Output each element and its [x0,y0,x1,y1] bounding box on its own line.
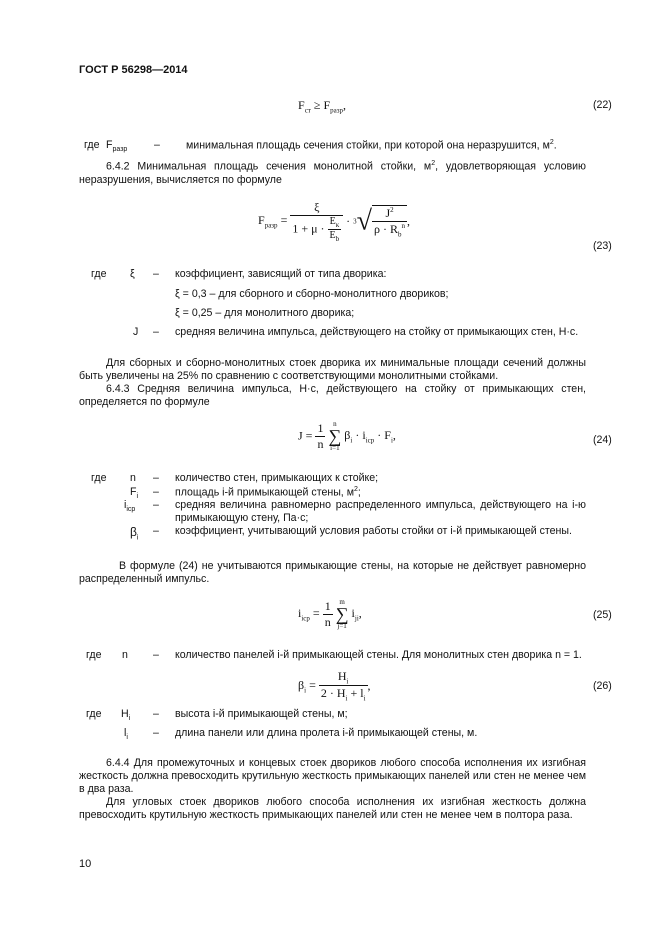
definition-symbol-j: J [133,326,139,338]
definition-dash: – [153,525,159,537]
definition-dash: – [153,727,159,739]
equation-number-22: (22) [593,99,612,111]
equation-number-26: (26) [593,680,612,692]
definition-dash: – [153,649,159,661]
definition-dash: – [153,472,159,484]
definition-symbol-h: $H_i$ [121,708,131,723]
definition-text-n: количество стен, примыкающих к стойке; [175,472,379,484]
definition-text-beta: коэффициент, учитывающий условия работы стойки от i-й примыкающей стены. [175,525,572,537]
paragraph-formula-24-note: В формуле (24) не учитываются примыкающие стены, на которые не действует равномерно распределенный импульс. [79,560,586,585]
paragraph-6-4-4: 6.4.4 Для промежуточных и концевых стоек двориков любого способа исполнения их изгибная жесткость должна превосходить крутильную жесткость примыкающих панелей или стен не менее чем в два раза. [79,757,586,795]
definition-symbol-f: $F_i$ [130,486,139,501]
definition-text-n-panels: количество панелей i-й примыкающей стены. Для монолитных стен дворика n = 1. [175,649,582,661]
definition-symbol: $F_{разр}$ [106,139,128,154]
definition-xi-option-2: ξ = 0,25 – для монолитного дворика; [175,307,355,319]
definition-26-where: где [86,708,102,720]
definition-dash: – [153,499,159,511]
definition-text-xi: коэффициент, зависящий от типа дворика: [175,268,387,280]
definition-symbol-l: $l_i$ [124,727,128,742]
formula-23: $F_{разр}$ = ξ 1 + μ · $\frac{E_к}{E_b}$ · 3√ $\frac{J^2}{\rho \cdot R_b^n}$ , [258,200,411,243]
definition-dash: – [153,326,159,338]
definition-dash: – [153,708,159,720]
definition-23-where: где [91,268,107,280]
definition-symbol-n-panels: n [122,649,128,661]
page-number: 10 [79,858,92,870]
definition-dash: – [153,268,159,280]
definition-dash: – [153,486,159,498]
equation-number-24: (24) [593,434,612,446]
definition-25-where: где [86,649,102,661]
definition-symbol-beta: $\beta_i$ [130,525,139,542]
formula-22: $F_{ст} \ge F_{разр}$, [298,98,347,115]
paragraph-6-4-3: 6.4.3 Средняя величина импульса, Н·с, действующего на стойку от примыкающих стен, определяется по формуле [79,383,586,408]
definition-24-where: где [91,472,107,484]
document-header: ГОСТ Р 56298—2014 [79,64,188,76]
definition-text-l: длина панели или длина пролета i-й примыкающей стены, м. [175,727,478,739]
paragraph-corner-posts: Для угловых стоек двориков любого способа исполнения их изгибная жесткость должна превосходить крутильную жесткость примыкающих панелей или стен не менее чем в полтора раза. [79,796,586,821]
formula-25: $i_{icp}$ = $\frac{1}{n}$ m ∑ j=1 $i_{ji}$, [298,598,362,630]
definition-xi-option-1: ξ = 0,3 – для сборного и сборно-монолитного двориков; [175,288,449,300]
definition-text-j: средняя величина импульса, действующего на стойку от примыкающих стен, Н·с. [175,326,579,338]
definition-22: где $F_{разр}$ – минимальная площадь сечения стойки, при которой она неразрушится, $м^2$. [84,139,557,154]
definition-symbol-xi: ξ [130,268,135,280]
formula-26: $\beta_i$ = $\frac{H_i}{2 \cdot H_i + l_i}$ , [298,669,371,703]
definition-text-i: средняя величина равномерно распределенного импульса, действующего на i-ю [175,499,586,511]
paragraph-sborn: Для сборных и сборно-монолитных стоек дворика их минимальные площади сечений должны быть увеличены на 25% по сравнению с соответствующими монолитными стойками. [79,357,586,382]
definition-symbol-n: n [130,472,136,484]
definition-text-i-cont: примыкающую стену, Па·с; [175,512,309,524]
equation-number-23: (23) [593,240,612,252]
formula-24: J = $\frac{1}{n}$ n ∑ i=1 $\beta_i \cdot i_{icp} \cdot F_i$, [298,420,396,452]
paragraph-6-4-2: 6.4.2 Минимальная площадь сечения монолитной стойки, $м^2$, удовлетворяющая условию неразрушения, вычисляется по формуле [79,160,586,186]
definition-text-h: высота i-й примыкающей стены, м; [175,708,348,720]
definition-text-f: площадь i-й примыкающей стены, $м^2$; [175,486,361,499]
equation-number-25: (25) [593,609,612,621]
definition-symbol-i: $i_{icp}$ [124,499,136,514]
